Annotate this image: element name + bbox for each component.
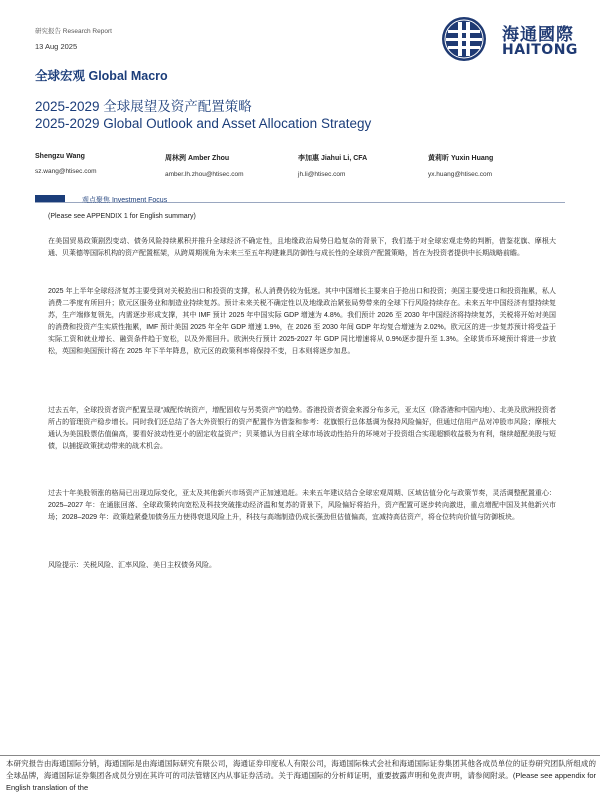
paragraph-risks: 风险提示：关税风险、汇率风险、美日主权债务风险。 xyxy=(48,562,216,569)
author-email[interactable]: amber.lh.zhou@htisec.com xyxy=(165,171,244,178)
focus-accent-bar xyxy=(35,195,65,202)
author-1 xyxy=(35,153,97,175)
author-3 xyxy=(298,153,367,178)
haitong-emblem-icon xyxy=(436,16,496,62)
logo-text-cn: 海通國際 xyxy=(502,25,574,45)
paragraph-intro: 在美国贸易政策剧烈变动、债务风险持续累积并推升全球经济不确定性，且地缘政治局势日趋复杂的背景下，我们基于对全球宏观走势的判断，借鉴花旗、摩根大通、贝莱德等国际机构的资产配置框架，从跨周期视角为未来三至五年构建兼具防御性与成长性的全球资产配置策略，旨在为投资者提供中长期战略前瞻。 xyxy=(48,238,556,257)
author-email[interactable]: sz.wang@htisec.com xyxy=(35,168,97,175)
paragraph-strategy: 过去十年美股领涨的格局已出现边际变化，亚太及其他新兴市场资产正加速追赶。未来五年建议结合全球宏观周期、区域估值分化与政策节奏，灵活调整配置重心：2025–2027 年：在通胀回落、全球政策转向宽松及科技突破推动经济温和复苏的背景下，风险偏好将抬升，资产配置可逐步转向激进，重点增配中国及其他新兴市场；2028–2029 年：政策趋紧叠加债务压力使得衰退风险上升，科技与高端制造仍成长强劲但估值偏高，宜减持高估资产，将仓位转向价值与防御板块。 xyxy=(48,490,556,521)
title-en: 2025-2029 Global Outlook and Asset Allocation Strategy xyxy=(35,116,372,131)
author-email[interactable]: yx.huang@htisec.com xyxy=(428,171,493,178)
disclaimer: 本研究报告由海通国际分销，海通国际是由海通国际研究有限公司，海通证券印度私人有限公司，海通国际株式会社和海通国际证券集团其他各成员单位的证券研究团队所组成的全球品牌，海通国际证券集团各成员分别在其许可的司法管辖区内从事证券活动。关于海通国际的分析师证明，重要披露声明和免责声明，请参阅附录。(Please see appendix for English translation of the xyxy=(6,759,596,792)
author-name: Shengzu Wang xyxy=(35,153,85,160)
author-name: 黄莉昕 Yuxin Huang xyxy=(428,155,494,162)
section-label: 全球宏观 Global Macro xyxy=(35,69,168,83)
disclaimer-divider xyxy=(0,755,600,756)
appendix-note: (Please see APPENDIX 1 for English summary) xyxy=(48,213,196,220)
author-name: 李加惠 Jiahui Li, CFA xyxy=(298,155,368,162)
title-cn: 2025-2029 全球展望及资产配置策略 xyxy=(35,99,252,114)
author-4 xyxy=(428,153,493,178)
focus-label: 观点聚焦 Investment Focus xyxy=(82,197,168,204)
author-name: 周林洌 Amber Zhou xyxy=(165,155,230,162)
logo-text-en: HAITONG xyxy=(502,42,578,58)
paragraph-allocation: 过去五年，全球投资者资产配置呈现“减配传统资产，增配固收与另类资产”的趋势。香港投资者资金来源分布多元，亚太区（除香港和中国内地）、北美及欧洲投资者所占的管理资产稳步增长。同时我们还总结了各大外资银行的资产配置作为借鉴和参考：花旗银行总体基调为保持风险偏好，但通过信用产品对冲股市风险；摩根大通认为美国股票估值偏高，要看好波动性更小的固定收益资产；贝莱德认为目前全球市场波动性抬升的环境对于投资组合实现超额收益极为有利，继续超配美股与短债，以捕捉政策扰动带来的战术机会。 xyxy=(48,407,556,450)
report-type: 研究报告 Research Report xyxy=(35,28,112,35)
report-date: 13 Aug 2025 xyxy=(35,42,78,51)
haitong-logo xyxy=(436,16,586,62)
author-email[interactable]: jh.li@htisec.com xyxy=(298,171,346,178)
author-2 xyxy=(165,153,244,178)
paragraph-economy: 2025 年上半年全球经济复苏主要受到对关税抢出口和投资的支撑，私人消费仍较为低迷。其中中国增长主要来自于抢出口和投资；美国主要受进口和投资拖累，私人消费二季度有所回升；欧元区服务业和制造业持续复苏。预计未来关税不确定性以及地缘政治紧张局势带来的全球下行风险持续存在。未来五年中国经济有望持续复苏，生产端修复领先，内需逐步形成支撑，其中 IMF 预计 2025 年中国实际 GDP 增速为 4.8%。我们预计 2026 至 2030 年中国经济将持续复苏，关税将开始对美国的消费和投资产生实质性拖累，IMF 预计美国 2025 年全年 GDP 增速 1.9%，在 2026 至 2030 年间 GDP 年均复合增速为 2.02%。欧元区的进一步复苏预计将受益于实际工资和就业增长、融资条件趋于宽松，以及外需回升。欧洲央行预计 2025-2027 年 GDP 同比增速将从 0.9%逐步提升至 1.3%。全球货币环境预计将进一步放松，英国和美国预计将在 2025 年下半年降息，欧元区的政策利率将保持不变，日本则将逐步加息。 xyxy=(48,288,556,355)
